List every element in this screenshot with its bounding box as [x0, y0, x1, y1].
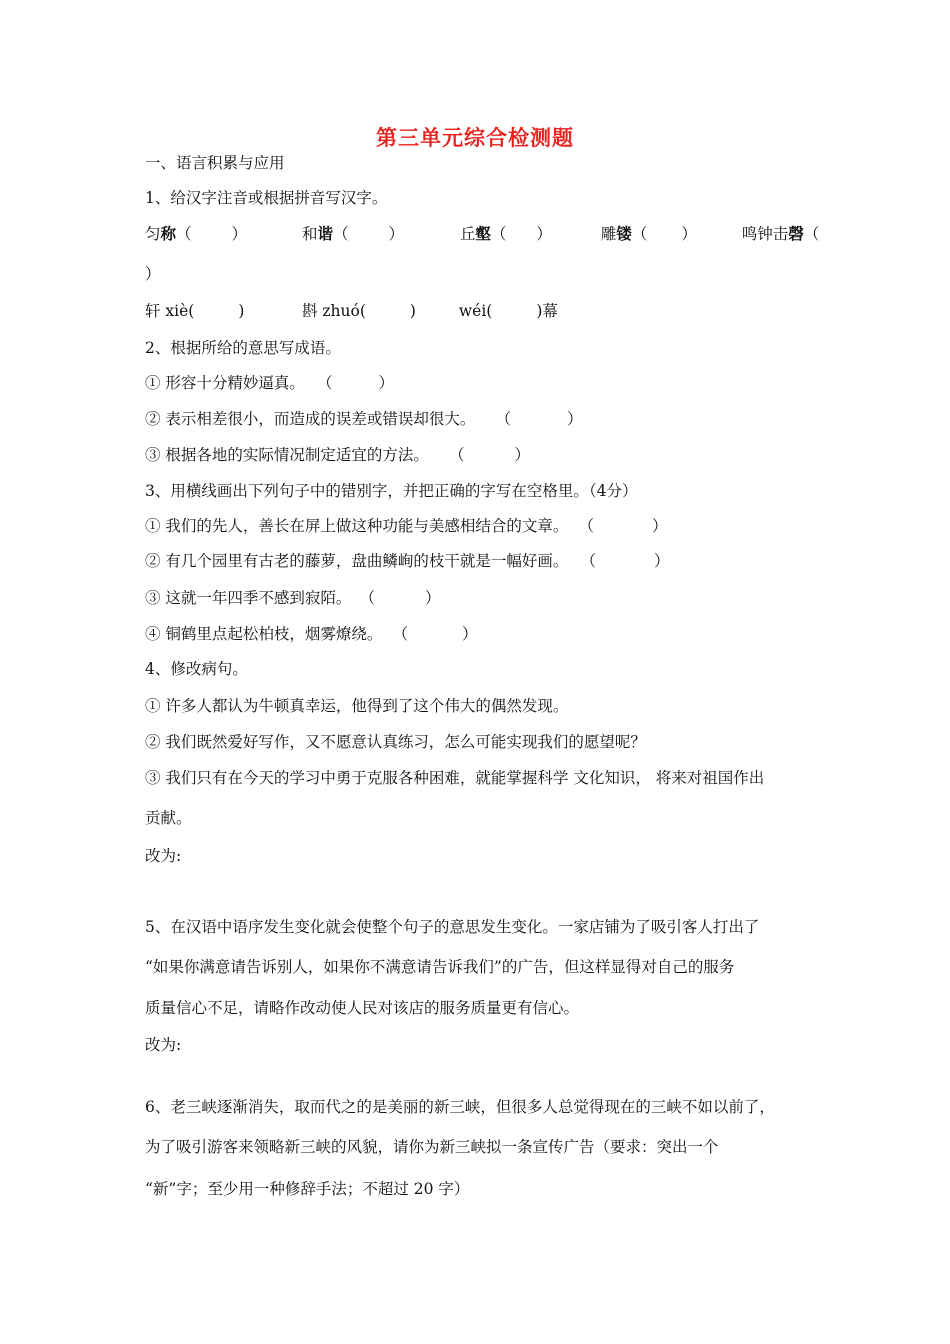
sentence-item: ③ 我们只有在今天的学习中勇于克服各种困难，就能掌握科学 文化知识， 将来对祖国作出: [145, 769, 765, 787]
item-text: ④ 铜鹤里点起松柏枝，烟雾燎绕。: [145, 625, 383, 643]
question-item: [145, 516, 667, 536]
pinyin-item: [459, 301, 558, 321]
bracket-close: ）: [388, 225, 404, 243]
item-text: ③ 根据各地的实际情况制定适宜的方法。: [145, 446, 429, 464]
pinyin-item: [145, 224, 297, 244]
item-prefix: 鸣钟击: [741, 225, 789, 243]
pinyin-item: [601, 224, 737, 244]
bracket-open: （: [631, 225, 648, 243]
bracket-close: ）: [651, 517, 668, 535]
bracket-close: ）: [653, 552, 670, 570]
question-item: [145, 373, 394, 393]
question-item: [145, 551, 669, 571]
target-char: 谐: [317, 224, 333, 243]
item-prefix: 和: [301, 225, 318, 243]
bracket-open: （: [448, 446, 465, 464]
question-3-stem: 3、用横线画出下列句子中的错别字，并把正确的字写在空格里。（4分）: [145, 482, 638, 500]
question-1-row-2: [145, 301, 558, 321]
target-char: 称: [160, 224, 177, 243]
question-5-line: “如果你满意请告诉别人，如果你不满意请告诉我们”的广告，但这样显得对自己的服务: [145, 958, 735, 976]
item-text: ③ 这就一年四季不感到寂陌。: [145, 589, 352, 607]
item-text: ② 表示相差很小，而造成的误差或错误却很大。: [145, 410, 476, 428]
page-title: 第三单元综合检测题: [376, 126, 574, 150]
bracket-close: ）: [514, 446, 530, 464]
question-5-line: 5、在汉语中语序发生变化就会使整个句子的意思发生变化。一家店铺为了吸引客人打出了: [145, 918, 760, 936]
pinyin-prompt: wéi(: [458, 302, 493, 320]
item-prefix: 丘: [459, 225, 476, 243]
question-6-line: 为了吸引游客来领略新三峡的风貌，请你为新三峡拟一条宣传广告（要求：突出一个: [145, 1138, 719, 1156]
bracket-open: （: [580, 552, 596, 570]
bracket-close: ）: [566, 410, 583, 428]
question-6-line: 6、老三峡逐渐消失，取而代之的是美丽的新三峡，但很多人总觉得现在的三峡不如以前了，: [145, 1098, 775, 1116]
question-6-line: “新”字；至少用一种修辞手法；不超过 20 字）: [145, 1180, 470, 1198]
bracket-close: )幕: [536, 302, 558, 320]
question-1-row-1: [145, 224, 820, 244]
bracket-open: （: [495, 410, 511, 428]
item-prefix: 雕: [600, 225, 617, 243]
pinyin-prompt: 轩 xiè(: [145, 302, 195, 320]
sentence-item: ① 许多人都认为牛顿真幸运，他得到了这个伟大的偶然发现。: [145, 697, 569, 715]
item-text: ② 有几个园里有古老的藤萝，盘曲鳞峋的枝干就是一幅好画。: [145, 552, 569, 570]
bracket-close: ）: [145, 265, 161, 283]
target-char: 磬: [788, 224, 804, 243]
pinyin-item: [742, 224, 820, 244]
bracket-close: ）: [461, 625, 478, 643]
target-char: 壑: [475, 224, 491, 243]
bracket-close: ）: [231, 225, 248, 243]
target-char: 镂: [616, 224, 632, 243]
pinyin-item: [302, 301, 454, 321]
question-item: [145, 624, 477, 644]
sentence-item-continued: 贡献。: [145, 809, 192, 827]
question-item: [145, 445, 530, 465]
question-5-line: 质量信心不足，请略作改动使人民对该店的服务质量更有信心。: [145, 999, 580, 1017]
bracket-open: （: [176, 225, 192, 243]
bracket-close: ）: [378, 374, 394, 392]
question-item: [145, 409, 582, 429]
pinyin-item: [460, 224, 596, 244]
bracket-open: （: [578, 517, 594, 535]
item-text: ① 我们的先人，善长在屏上做这种功能与美感相结合的文章。: [145, 517, 569, 535]
answer-label: 改为:: [145, 1036, 182, 1054]
bracket-close: ): [409, 302, 416, 320]
sentence-item: ② 我们既然爱好写作，又不愿意认真练习，怎么可能实现我们的愿望呢？: [145, 733, 646, 751]
bracket-open: （: [332, 225, 349, 243]
bracket-close: ): [238, 302, 245, 320]
question-1-stem: 1、给汉字注音或根据拼音写汉字。: [145, 189, 388, 207]
question-2-stem: 2、根据所给的意思写成语。: [145, 339, 341, 357]
question-item: [145, 588, 440, 608]
bracket-open: （: [490, 225, 507, 243]
pinyin-item: [145, 301, 297, 321]
answer-label: 改为:: [145, 847, 182, 865]
section-heading: 一、语言积累与应用: [145, 154, 285, 172]
pinyin-item: [302, 224, 455, 244]
bracket-open: （: [392, 625, 408, 643]
bracket-open: （: [359, 589, 375, 607]
bracket-close: ）: [536, 225, 552, 243]
item-prefix: 匀: [145, 225, 161, 243]
bracket-close: ）: [681, 225, 697, 243]
item-text: ① 形容十分精妙逼真。: [145, 374, 305, 392]
bracket-open: （: [316, 374, 333, 392]
question-4-stem: 4、修改病句。: [145, 660, 248, 678]
bracket-open: （: [803, 225, 820, 243]
pinyin-prompt: 斟 zhuó(: [301, 302, 366, 320]
bracket-close: ）: [424, 589, 441, 607]
